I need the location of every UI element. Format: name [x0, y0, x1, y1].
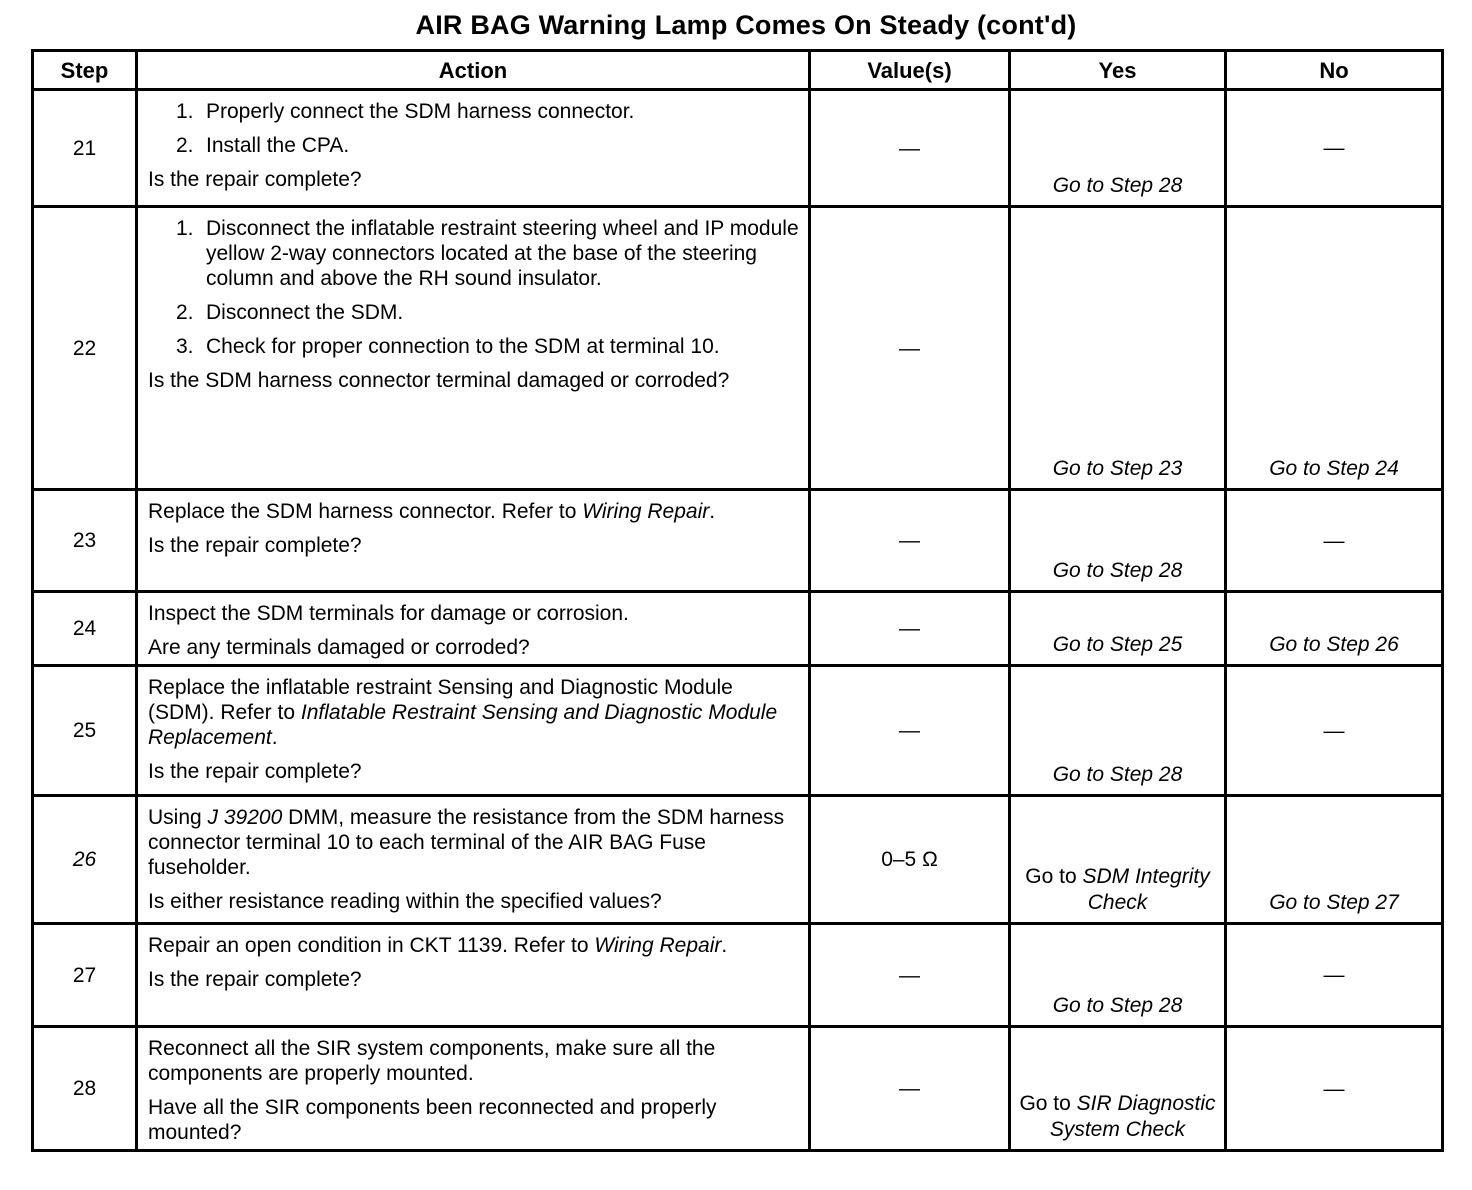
yes-cell	[1010, 592, 1226, 666]
no-cell	[1226, 1027, 1443, 1151]
step-number: 23	[33, 490, 137, 592]
table-row	[33, 796, 1443, 924]
header-step: Step	[33, 51, 137, 90]
list-item: 2. Install the CPA.	[176, 134, 350, 157]
table-row	[33, 490, 1443, 592]
table-row	[33, 592, 1443, 666]
diagnostic-table	[31, 49, 1444, 1152]
no-value: —	[1323, 963, 1345, 987]
yes-cell	[1010, 490, 1226, 592]
tool-reference: J 39200	[207, 806, 283, 829]
question: Is the SDM harness connector terminal damaged or corroded?	[148, 369, 730, 392]
table-header-row	[33, 51, 1443, 90]
action-text: Using J 39200 DMM, measure the resistance from the SDM harness connector terminal 10 to each terminal of the AIR BAG Fuse fuseholder.	[148, 806, 785, 879]
list-item: 2. Disconnect the SDM.	[176, 301, 404, 324]
reference-link: Inflatable Restraint Sensing and Diagnostic Module Replacement	[148, 701, 778, 749]
value-cell: —	[810, 207, 1010, 490]
yes-cell	[1010, 90, 1226, 207]
yes-cell	[1010, 796, 1226, 924]
action-cell	[137, 1027, 810, 1151]
no-cell	[1226, 666, 1443, 796]
value-cell: —	[810, 924, 1010, 1027]
yes-link: Go to Step 28	[1052, 763, 1183, 786]
yes-link: Go to Step 23	[1052, 457, 1183, 480]
list-item: 3. Check for proper connection to the SDM at terminal 10.	[176, 335, 720, 358]
question: Is the repair complete?	[148, 968, 362, 991]
action-text: Inspect the SDM terminals for damage or corrosion.	[148, 602, 629, 625]
no-link: Go to Step 26	[1269, 633, 1399, 656]
yes-link: Go to Step 28	[1052, 559, 1183, 582]
no-link: Go to Step 24	[1269, 457, 1399, 480]
action-text: Replace the SDM harness connector. Refer to Wiring Repair.	[148, 500, 716, 523]
value-cell: —	[810, 1027, 1010, 1151]
question: Is the repair complete?	[148, 168, 362, 191]
list-item: 1. Properly connect the SDM harness connector.	[176, 100, 635, 123]
question: Is the repair complete?	[148, 760, 362, 783]
no-cell	[1226, 490, 1443, 592]
value-cell: —	[810, 490, 1010, 592]
action-steps	[148, 216, 800, 359]
yes-link: Go to SIR Diagnostic System Check	[1019, 1092, 1216, 1141]
header-yes: Yes	[1010, 51, 1226, 90]
question: Have all the SIR components been reconnected and properly mounted?	[148, 1096, 717, 1144]
yes-cell	[1010, 666, 1226, 796]
yes-link: Go to Step 25	[1052, 633, 1183, 656]
action-cell	[137, 924, 810, 1027]
header-values: Value(s)	[810, 51, 1010, 90]
yes-cell	[1010, 207, 1226, 490]
action-cell	[137, 207, 810, 490]
question: Is either resistance reading within the specified values?	[148, 890, 662, 913]
yes-link: Go to Step 28	[1052, 174, 1183, 197]
table-row	[33, 666, 1443, 796]
yes-cell	[1010, 924, 1226, 1027]
no-value: —	[1323, 136, 1345, 160]
no-cell	[1226, 796, 1443, 924]
no-link: Go to Step 27	[1269, 891, 1399, 914]
reference-link: Wiring Repair	[582, 500, 710, 523]
yes-cell	[1010, 1027, 1226, 1151]
reference-link: Wiring Repair	[594, 934, 722, 957]
step-number: 26	[33, 796, 137, 924]
step-number: 28	[33, 1027, 137, 1151]
action-cell	[137, 796, 810, 924]
list-item: 1. Disconnect the inflatable restraint steering wheel and IP module yellow 2-way connectors located at the base of the steering column and above the RH sound insulator.	[176, 217, 799, 290]
step-number: 21	[33, 90, 137, 207]
no-value: —	[1323, 1077, 1345, 1100]
header-no: No	[1226, 51, 1443, 90]
step-number: 25	[33, 666, 137, 796]
action-cell	[137, 666, 810, 796]
action-cell	[137, 490, 810, 592]
action-cell	[137, 90, 810, 207]
action-cell	[137, 592, 810, 666]
question: Is the repair complete?	[148, 534, 362, 557]
table-row	[33, 924, 1443, 1027]
step-number: 24	[33, 592, 137, 666]
table-row	[33, 1027, 1443, 1151]
no-cell	[1226, 90, 1443, 207]
action-text: Replace the inflatable restraint Sensing and Diagnostic Module (SDM). Refer to Inflatable Restraint Sensing and Diagnostic Module Replacement.	[148, 676, 778, 749]
no-value: —	[1323, 529, 1345, 552]
header-action: Action	[137, 51, 810, 90]
question: Are any terminals damaged or corroded?	[148, 636, 530, 659]
step-number: 22	[33, 207, 137, 490]
page-title: AIR BAG Warning Lamp Comes On Steady (cont'd)	[415, 10, 1077, 40]
table-row	[33, 207, 1443, 490]
yes-link: Go to SDM Integrity Check	[1025, 865, 1210, 914]
action-text: Reconnect all the SIR system components, make sure all the components are properly mounted.	[148, 1037, 716, 1085]
no-cell	[1226, 592, 1443, 666]
value-cell: —	[810, 666, 1010, 796]
no-cell	[1226, 924, 1443, 1027]
value-cell: —	[810, 592, 1010, 666]
no-cell	[1226, 207, 1443, 490]
action-text: Repair an open condition in CKT 1139. Refer to Wiring Repair.	[148, 934, 728, 957]
value-cell: 0–5 Ω	[810, 796, 1010, 924]
action-steps	[148, 99, 800, 158]
step-number: 27	[33, 924, 137, 1027]
no-value: —	[1323, 719, 1345, 742]
value-cell: —	[810, 90, 1010, 207]
table-row	[33, 90, 1443, 207]
yes-link: Go to Step 28	[1052, 994, 1183, 1017]
